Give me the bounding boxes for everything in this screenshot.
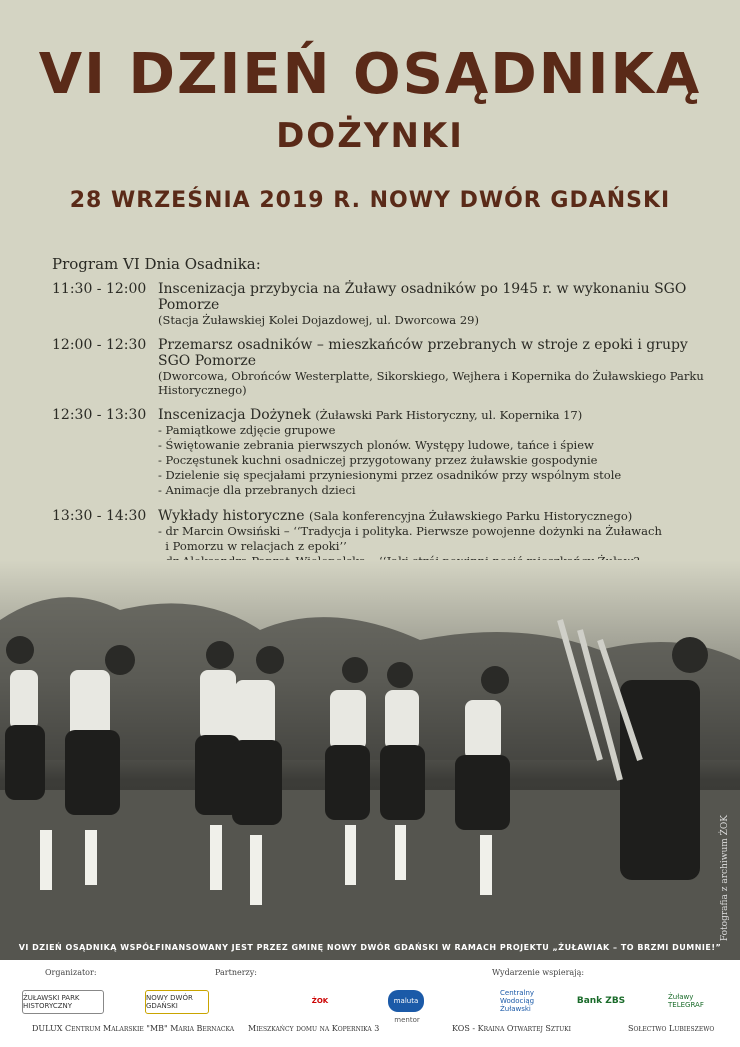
sponsor-kopernika: Mieszkańcy domu na Kopernika 3 (248, 1024, 380, 1033)
program-bullet: - Poczęstunek kuchni osadniczej przygotowany przez żuławskie gospodynie (158, 453, 598, 467)
program-time: 13:30 - 14:30 (52, 508, 147, 524)
program-bullet: - Świętowanie zebrania pierwszych plonów. Występy ludowe, tańce i śpiew (158, 438, 594, 452)
program-title: Wykłady historyczne (158, 508, 305, 524)
sponsor-solectwo: Sołectwo Lubieszewo (628, 1024, 715, 1033)
logo-bank-zbs: Bank ZBS (576, 996, 626, 1006)
program-bullet: - Animacje dla przebranych dzieci (158, 483, 356, 497)
logo-zuławski-park: ŻUŁAWSKI PARK HISTORYCZNY (22, 990, 104, 1014)
program-time: 12:30 - 13:30 (52, 407, 147, 423)
dancers-photo (0, 560, 740, 960)
logo-maluta: maluta (388, 990, 424, 1012)
cofinance-note: VI DZIEŃ OSĄDNIKĄ WSPÓŁFINANSOWANY JEST PRZEZ GMINĘ NOWY DWÓR GDAŃSKI W RAMACH PROJEKTU „ŻUŁAWIAK – TO BRZMI DUMNIE!” (18, 943, 722, 952)
program-item (52, 337, 712, 397)
program-bullet: - Pamiątkowe zdjęcie grupowe (158, 423, 336, 437)
logo-mentor: mentor (394, 1016, 420, 1024)
program-time: 11:30 - 12:00 (52, 281, 147, 297)
program-title: Inscenizacja przybycia na Żuławy osadników po 1945 r. w wykonaniu SGO Pomorze (158, 281, 687, 313)
program-location: (Żuławski Park Historyczny, ul. Kopernika 17) (315, 408, 583, 422)
photo-credit: Fotografia z archiwum ŻOK (720, 815, 730, 942)
sponsors-footer (0, 960, 740, 1047)
program-location: (Dworcowa, Obrońców Westerplatte, Sikorskiego, Wejhera i Kopernika do Żuławskiego Parku Historycznego) (158, 369, 704, 397)
program-bullet: i Pomorzu w relacjach z epoki’’ (158, 539, 347, 553)
event-subtitle: DOŻYNKI (276, 116, 464, 156)
organizer-label: Organizator: (45, 968, 97, 977)
program-location: (Sala konferencyjna Żuławskiego Parku Historycznego) (309, 509, 633, 523)
logo-telegraf: Żuławy TELEGRAF (668, 993, 704, 1009)
sponsor-kos: KOS - Kraina Otwartej Sztuki (452, 1024, 571, 1033)
logo-zok: ŻOK (311, 997, 329, 1005)
program-title: Inscenizacja Dożynek (158, 407, 311, 423)
program-time: 12:00 - 12:30 (52, 337, 147, 353)
program-item (52, 281, 712, 327)
program-section (52, 255, 712, 594)
event-title: VI DZIEŃ OSĄDNIKĄ (38, 42, 702, 107)
program-item (52, 407, 712, 498)
program-title: Przemarsz osadników – mieszkańców przebranych w stroje z epoki i grupy SGO Pomorze (158, 337, 688, 369)
program-location: (Stacja Żuławskiej Kolei Dojazdowej, ul. Dworcowa 29) (158, 313, 479, 327)
logo-nowy-dwor: NOWY DWÓR GDAŃSKI (145, 990, 209, 1014)
logo-wodociag: Centralny Wodociąg Żuławski (500, 989, 535, 1013)
supporters-label: Wydarzenie wspierają: (492, 968, 585, 977)
program-heading: Program VI Dnia Osadnika: (52, 255, 261, 273)
event-date-location: 28 WRZEŚNIA 2019 R. NOWY DWÓR GDAŃSKI (69, 188, 671, 213)
program-bullet: - Dzielenie się specjałami przyniesionymi przez osadników przy wspólnym stole (158, 468, 622, 482)
partners-label: Partnerzy: (215, 968, 257, 977)
program-bullet: - dr Marcin Owsiński – ‘‘Tradycja i polityka. Pierwsze powojenne dożynki na Żuławach (158, 524, 662, 538)
sponsor-dulux: DULUX Centrum Malarskie "MB" Maria Bernacka (32, 1024, 235, 1033)
